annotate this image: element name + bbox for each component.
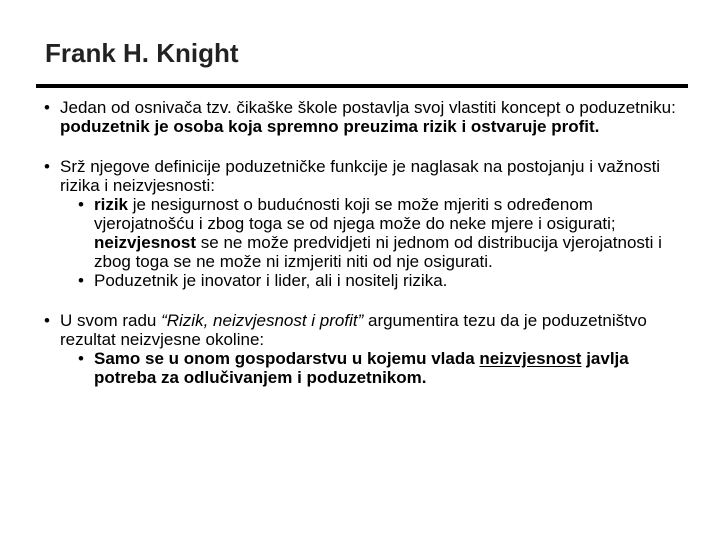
sub-bullet-bold-text: javlja potreba za odlučivanjem i poduzetnikom.: [94, 349, 629, 387]
sub-bullet-text: je nesigurnost o budućnosti koji se može mjeriti s određenom vjerojatnošću i zbog toga se od njega može do neke mjere i osigurati;: [94, 195, 616, 233]
term-uncertainty: neizvjesnost: [94, 233, 197, 252]
term-uncertainty-underlined: neizvjesnost: [479, 349, 582, 368]
sub-bullet-risk-definition: [78, 195, 694, 271]
title-divider: [36, 84, 688, 88]
bullet-text: Jedan od osnivača tzv. čikaške škole postavlja svoj vlastiti koncept o poduzetniku:: [60, 98, 676, 117]
bullet-text: Srž njegove definicije poduzetničke funkcije je naglasak na postojanju i važnosti rizika i neizvjesnosti:: [60, 157, 661, 195]
sub-bullet-economy: [78, 349, 694, 387]
bullet-risk-uncertainty-profit: [44, 311, 694, 349]
term-risk: rizik: [94, 195, 129, 214]
bullet-knight-concept: [44, 98, 694, 136]
bullet-text: argumentira tezu da je poduzetništvo rezultat neizvjesne okoline:: [60, 311, 647, 349]
sub-bullet-text: Poduzetnik je inovator i lider, ali i nositelj rizika.: [94, 271, 448, 290]
bullet-bold-definition: poduzetnik je osoba koja spremno preuzima rizik i ostvaruje profit.: [60, 117, 600, 136]
bullet-risk-uncertainty: [44, 157, 694, 195]
work-title: “Rizik, neizvjesnost i profit”: [161, 311, 364, 330]
sub-bullet-text: se ne može predvidjeti ni jednom od distribucija vjerojatnosti i zbog toga se ne može ni izmjeriti niti od nje osigurati.: [94, 233, 662, 271]
slide-title: Frank H. Knight: [45, 38, 239, 68]
bullet-text: U svom radu: [60, 311, 162, 330]
sub-bullet-bold-text: Samo se u onom gospodarstvu u kojemu vlada: [94, 349, 480, 368]
slide-content: [44, 98, 694, 387]
sub-bullet-innovator: [78, 271, 694, 290]
